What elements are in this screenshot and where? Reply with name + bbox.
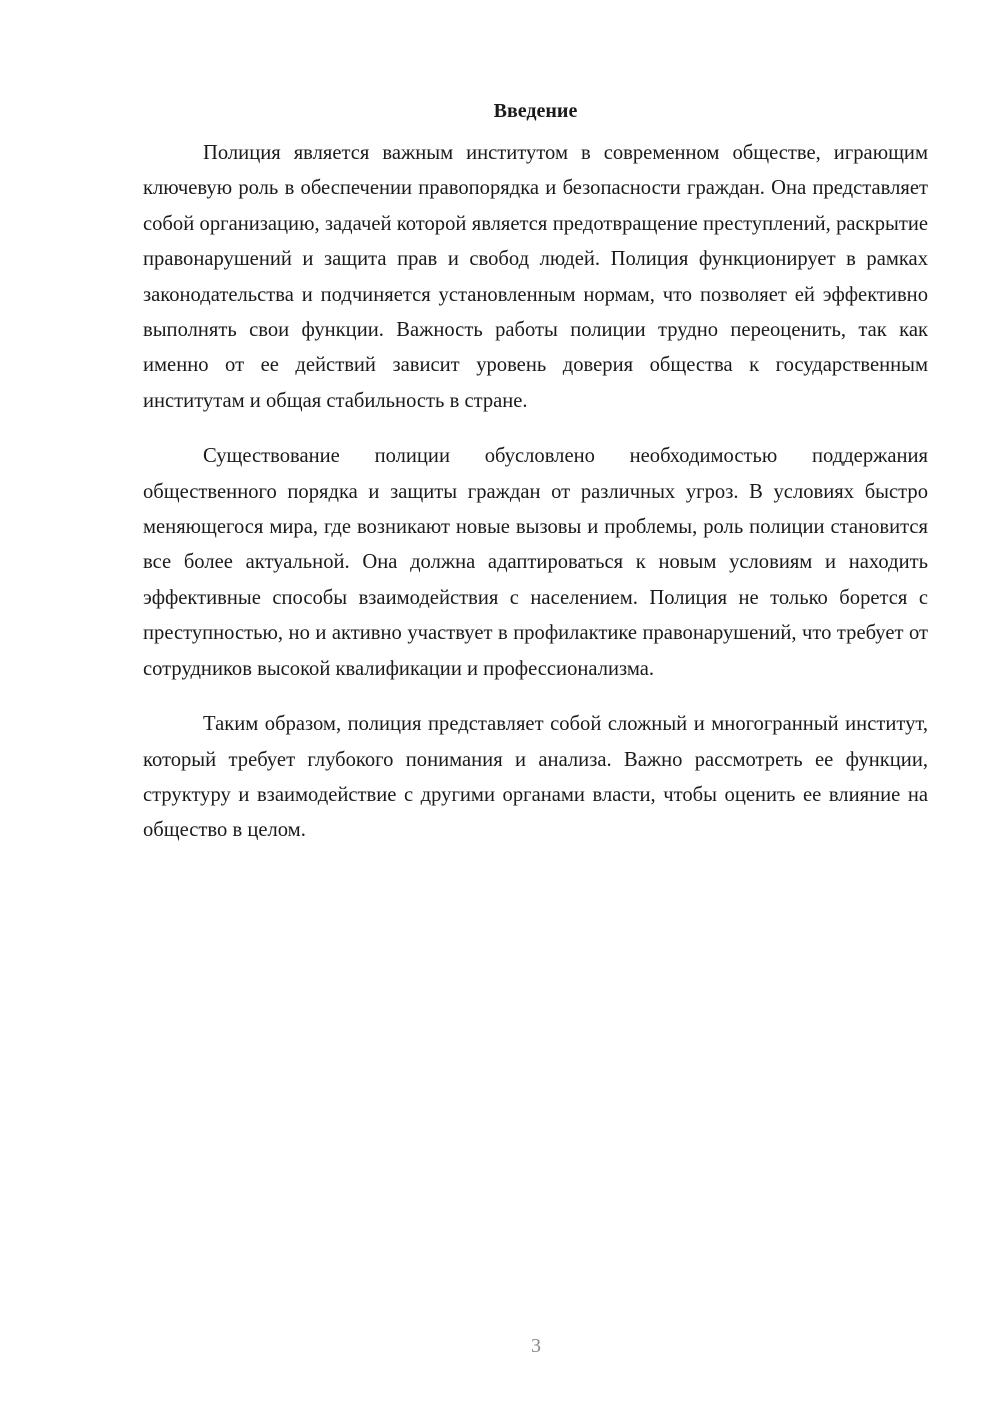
section-heading: Введение: [493, 100, 578, 122]
paragraph-3: Таким образом, полиция представляет собой сложный и многогранный институт, который требует глубокого понимания и анализа. Важно рассмотреть ее функции, структуру и взаимодействие с другими органами власти, чтобы оценить ее влияние на общество в целом.: [143, 713, 928, 842]
page-number: 3: [531, 1335, 541, 1357]
paragraph-1: Полиция является важным институтом в современном обществе, играющим ключевую роль в обеспечении правопорядка и безопасности граждан. Она представляет собой организацию, задачей которой является предотвращение преступлений, раскрытие правонарушений и защита прав и свобод людей. Полиция функционирует в рамках законодательства и подчиняется установленным нормам, что позволяет ей эффективно выполнять свои функции. Важность работы полиции трудно переоценить, так как именно от ее действий зависит уровень доверия общества к государственным институтам и общая стабильность в стране.: [143, 142, 928, 412]
page-content: [143, 96, 928, 869]
paragraph-2: Существование полиции обусловлено необходимостью поддержания общественного порядка и защиты граждан от различных угроз. В условиях быстро меняющегося мира, где возникают новые вызовы и проблемы, роль полиции становится все более актуальной. Она должна адаптироваться к новым условиям и находить эффективные способы взаимодействия с населением. Полиция не только борется с преступностью, но и активно участвует в профилактике правонарушений, что требует от сотрудников высокой квалификации и профессионализма.: [143, 445, 928, 680]
